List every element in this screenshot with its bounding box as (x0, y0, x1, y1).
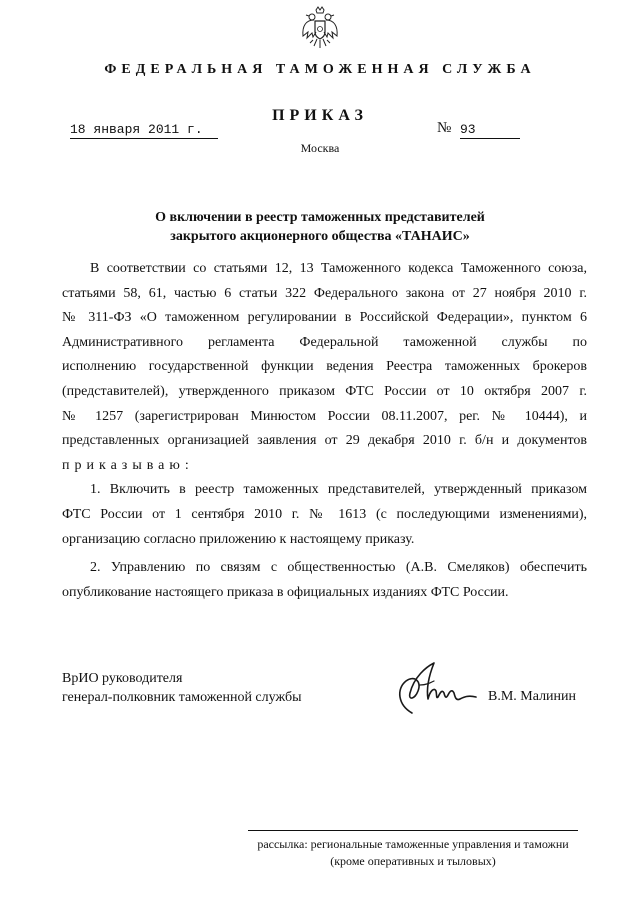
order-date: 18 января 2011 г. (70, 122, 218, 139)
signer-name: В.М. Малинин (488, 689, 577, 704)
item-line: ФТС России от 1 сентября 2010 г. № 1613 (с последующими изменениями), (62, 506, 587, 522)
signer-position (62, 669, 301, 707)
body-line: исполнению государственной функции ведения Реестра таможенных брокеров (62, 359, 587, 375)
item-line: организацию согласно приложению к настоящему приказу. (62, 531, 415, 547)
item-line: 2. Управлению по связям с общественностью (А.В. Смеляков) обеспечить (90, 560, 587, 576)
signer-position-line: генерал-полковник таможенной службы (62, 690, 302, 705)
coat-of-arms-icon (300, 6, 340, 50)
distribution-list (248, 836, 578, 870)
order-subject (0, 208, 640, 246)
body-line: № 311-ФЗ «О таможенном регулировании в Российской Федерации», пунктом 6 (62, 310, 587, 326)
agency-name: ФЕДЕРАЛЬНАЯ ТАМОЖЕННАЯ СЛУЖБА (104, 62, 536, 77)
document-type: ПРИКАЗ (272, 107, 368, 124)
body-line: (представителей), утвержденного приказом ФТС России от 10 октября 2007 г. (62, 383, 587, 399)
body-line: В соответствии со статьями 12, 13 Таможенного кодекса Таможенного союза, (90, 261, 587, 276)
signer-position-line: ВрИО руководителя (62, 671, 183, 686)
order-word: приказываю: (62, 457, 194, 473)
distribution-line: (кроме оперативных и тыловых) (330, 854, 496, 868)
order-number-label: № (437, 120, 452, 136)
item-line: 1. Включить в реестр таможенных представителей, утвержденный приказом (90, 482, 587, 498)
subject-line: О включении в реестр таможенных представителей (155, 210, 485, 225)
body-line: представленных организацией заявления от 29 декабря 2010 г. б/н и документов (62, 433, 587, 449)
body-line: Административного регламента Федеральной таможенной службы по (62, 334, 587, 350)
signature-icon (390, 655, 480, 725)
order-number: 93 (460, 122, 520, 139)
item-line: опубликование настоящего приказа в официальных изданиях ФТС России. (62, 584, 509, 600)
distribution-divider (248, 830, 578, 831)
body-line: статьями 58, 61, частью 6 статьи 322 Федерального закона от 27 ноября 2010 г. (62, 285, 587, 301)
body-line: № 1257 (зарегистрирован Минюстом России 08.11.2007, рег. № 10444), и (62, 408, 587, 424)
city: Москва (300, 141, 340, 155)
subject-line: закрытого акционерного общества «ТАНАИС» (170, 229, 470, 244)
order-body (62, 257, 587, 605)
distribution-line: рассылка: региональные таможенные управления и таможни (257, 837, 569, 851)
